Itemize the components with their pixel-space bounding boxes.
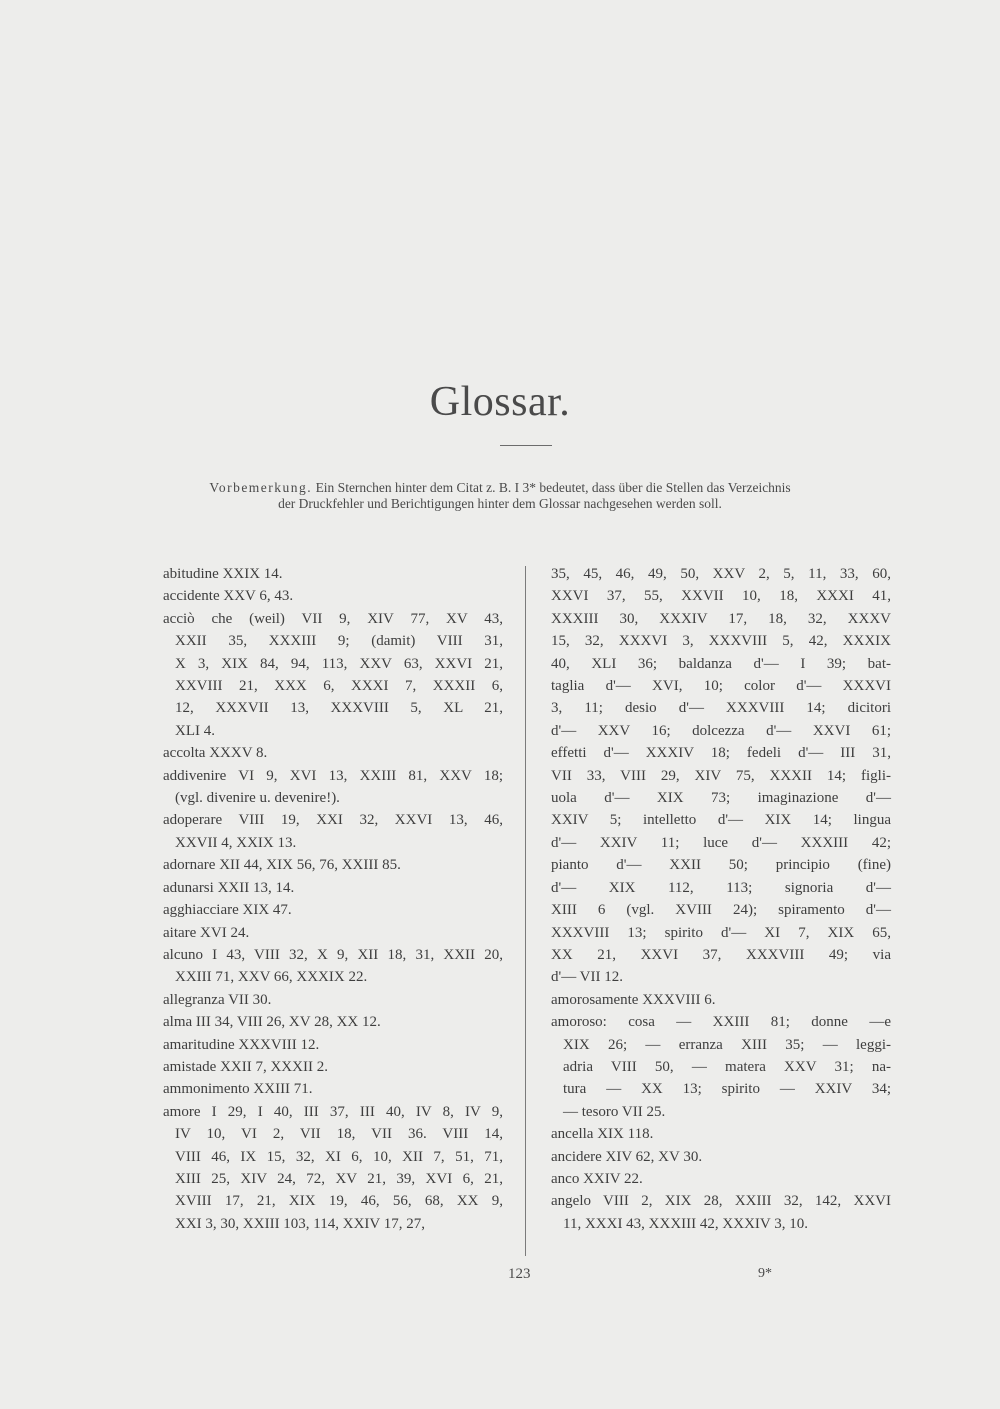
- glossary-line: ancidere XIV 62, XV 30.: [551, 1148, 703, 1165]
- glossary-line: amore I 29, I 40, III 37, III 40, IV 8, IV 9,: [163, 1103, 503, 1120]
- glossary-line: adornare XII 44, XIX 56, 76, XXIII 85.: [163, 857, 401, 874]
- glossary-line: adunarsi XXII 13, 14.: [163, 879, 295, 896]
- glossary-line: effetti d'— XXXIV 18; fedeli d'— III 31,: [551, 745, 891, 762]
- glossary-line: aitare XVI 24.: [163, 924, 250, 941]
- glossary-line: acciò che (weil) VII 9, XIV 77, XV 43,: [163, 610, 503, 627]
- glossary-line: XXIV 5; intelletto d'— XIX 14; lingua: [551, 812, 891, 829]
- glossary-line: XXXVIII 13; spirito d'— XI 7, XIX 65,: [551, 924, 891, 941]
- glossary-line: d'— XIX 112, 113; signoria d'—: [551, 879, 891, 896]
- glossary-line: amorosamente XXXVIII 6.: [551, 991, 716, 1008]
- glossary-line: XXVI 37, 55, XXVII 10, 18, XXXI 41,: [551, 588, 891, 605]
- glossary-line: XXI 3, 30, XXIII 103, 114, XXIV 17, 27,: [175, 1215, 425, 1232]
- glossary-line: 12, XXXVII 13, XXXVIII 5, XL 21,: [175, 700, 503, 717]
- page-title: Glossar.: [429, 379, 571, 425]
- glossary-line: amaritudine XXXVIII 12.: [163, 1036, 320, 1053]
- glossary-line: pianto d'— XXII 50; principio (fine): [551, 857, 891, 874]
- glossary-line: alma III 34, VIII 26, XV 28, XX 12.: [163, 1014, 381, 1031]
- glossary-line: alcuno I 43, VIII 32, X 9, XII 18, 31, XXII 20,: [163, 946, 503, 963]
- glossary-line: XXIII 71, XXV 66, XXXIX 22.: [175, 969, 368, 986]
- glossary-line: accidente XXV 6, 43.: [163, 588, 294, 605]
- glossary-line: amistade XXII 7, XXXII 2.: [163, 1058, 328, 1075]
- glossary-line: — tesoro VII 25.: [563, 1103, 666, 1120]
- preliminary-note: [0, 480, 1000, 512]
- glossary-line: uola d'— XIX 73; imaginazione d'—: [551, 790, 891, 807]
- page-number: 123: [508, 1266, 531, 1282]
- glossary-line: XXII 35, XXXIII 9; (damit) VIII 31,: [175, 633, 503, 650]
- glossary-line: XIII 6 (vgl. XVIII 24); spiramento d'—: [551, 902, 891, 919]
- glossary-line: anco XXIV 22.: [551, 1170, 643, 1187]
- glossary-line: XIII 25, XIV 24, 72, XV 21, 39, XVI 6, 21,: [175, 1170, 503, 1187]
- glossary-line: 11, XXXI 43, XXXIII 42, XXXIV 3, 10.: [563, 1215, 808, 1232]
- glossary-line: allegranza VII 30.: [163, 991, 272, 1008]
- glossary-line: agghiacciare XIX 47.: [163, 902, 292, 919]
- note-line-1: [0, 480, 1000, 496]
- glossary-column-right: [551, 563, 891, 1235]
- glossary-line: tura — XX 13; spirito — XXIV 34;: [563, 1081, 891, 1098]
- signature-mark: 9*: [758, 1266, 772, 1281]
- glossary-line: IV 10, VI 2, VII 18, VII 36. VIII 14,: [175, 1126, 503, 1143]
- note-label: Vorbemerkung.: [209, 480, 313, 495]
- glossary-line: d'— VII 12.: [551, 969, 624, 986]
- glossary-line: XXXIII 30, XXXIV 17, 18, 32, XXXV: [551, 610, 891, 627]
- glossary-line: XIX 26; — erranza XIII 35; — leggi-: [563, 1036, 891, 1053]
- glossary-line: XXVIII 21, XXX 6, XXXI 7, XXXII 6,: [175, 678, 503, 695]
- glossary-line: VIII 46, IX 15, 32, XI 6, 10, XII 7, 51, 71,: [175, 1148, 503, 1165]
- glossary-line: adria VIII 50, — matera XXV 31; na-: [563, 1058, 891, 1075]
- note-text-1: Ein Sternchen hinter dem Citat z. B. I 3* bedeutet, dass über die Stellen das Verzeichnis: [315, 480, 791, 495]
- glossary-line: angelo VIII 2, XIX 28, XXIII 32, 142, XXVI: [551, 1193, 891, 1210]
- glossary-line: XVIII 17, 21, XIX 19, 46, 56, 68, XX 9,: [175, 1193, 503, 1210]
- title-divider: [500, 445, 552, 446]
- glossary-line: ammonimento XXIII 71.: [163, 1081, 313, 1098]
- glossary-line: XLI 4.: [175, 722, 215, 739]
- glossary-line: (vgl. divenire u. devenire!).: [175, 790, 340, 807]
- glossary-line: d'— XXIV 11; luce d'— XXXIII 42;: [551, 834, 891, 851]
- glossary-line: abitudine XXIX 14.: [163, 566, 283, 582]
- glossary-line: XXVII 4, XXIX 13.: [175, 834, 297, 851]
- glossary-line: amoroso: cosa — XXIII 81; donne —e: [551, 1014, 891, 1031]
- glossary-line: adoperare VIII 19, XXI 32, XXVI 13, 46,: [163, 812, 503, 829]
- glossary-line: 40, XLI 36; baldanza d'— I 39; bat-: [551, 655, 891, 672]
- glossary-line: d'— XXV 16; dolcezza d'— XXVI 61;: [551, 722, 891, 739]
- column-divider: [525, 566, 526, 1256]
- glossary-line: accolta XXXV 8.: [163, 745, 268, 762]
- glossary-line: 35, 45, 46, 49, 50, XXV 2, 5, 11, 33, 60,: [551, 566, 891, 582]
- glossary-line: VII 33, VIII 29, XIV 75, XXXII 14; figli-: [551, 767, 891, 784]
- glossary-line: 3, 11; desio d'— XXXVIII 14; dicitori: [551, 700, 891, 717]
- note-text-2: der Druckfehler und Berichtigungen hinter dem Glossar nachgesehen werden soll.: [278, 496, 722, 511]
- glossary-line: XX 21, XXVI 37, XXXVIII 49; via: [551, 946, 891, 963]
- glossary-line: X 3, XIX 84, 94, 113, XXV 63, XXVI 21,: [175, 655, 503, 672]
- glossary-line: 15, 32, XXXVI 3, XXXVIII 5, 42, XXXIX: [551, 633, 891, 650]
- glossary-line: addivenire VI 9, XVI 13, XXIII 81, XXV 18;: [163, 767, 503, 784]
- glossary-line: taglia d'— XVI, 10; color d'— XXXVI: [551, 678, 891, 695]
- glossary-column-left: [163, 563, 503, 1235]
- glossary-line: ancella XIX 118.: [551, 1126, 654, 1143]
